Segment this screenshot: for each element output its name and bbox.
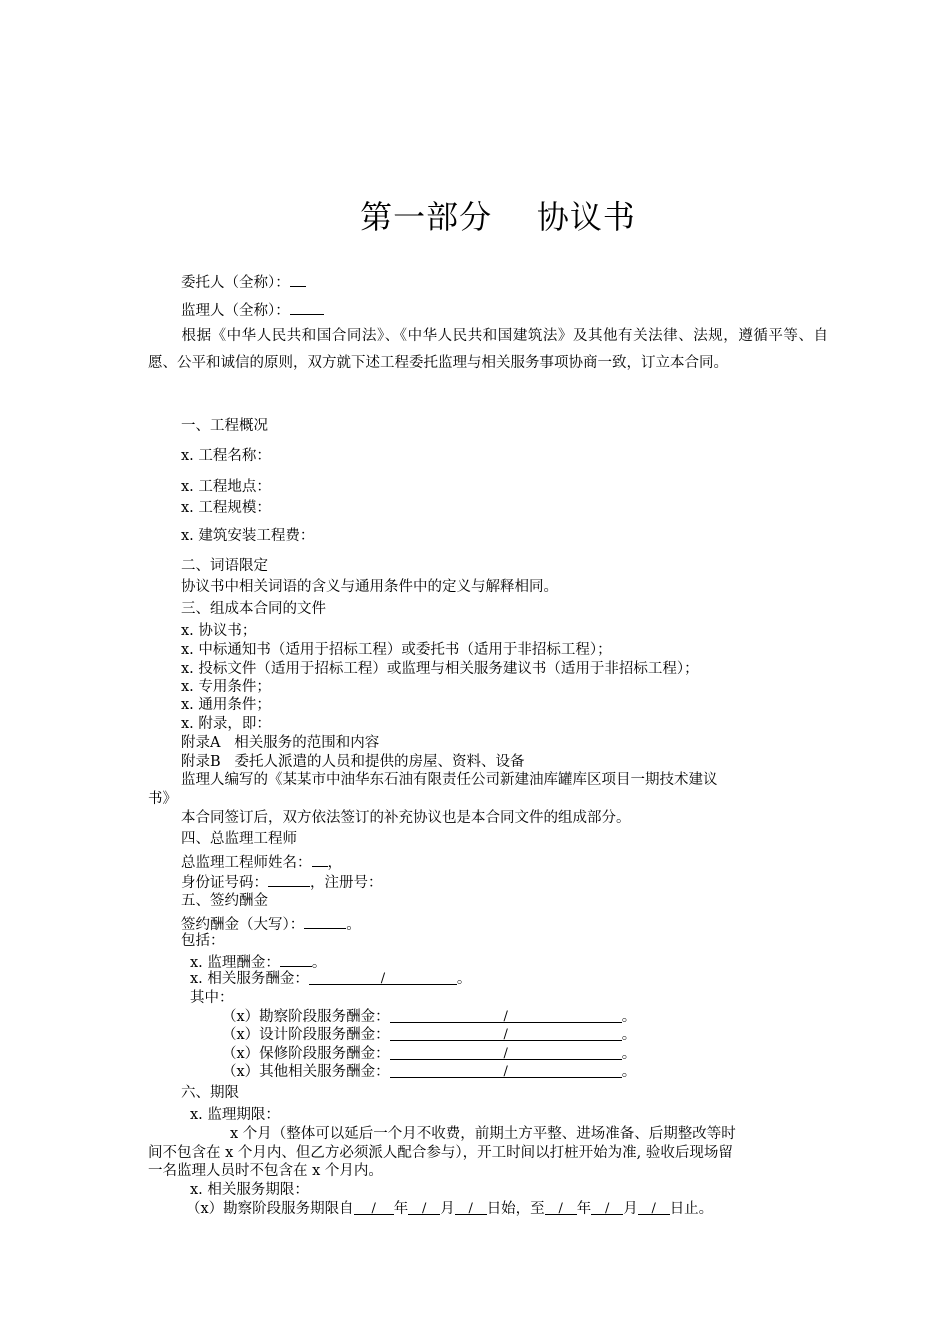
- supervision-fee-label: x. 监理酬金：: [190, 955, 280, 971]
- including-label: 包括：: [181, 933, 225, 949]
- fee-sub-label: （x）勘察阶段服务酬金：: [222, 1009, 390, 1025]
- fee-sub-item: [222, 1063, 636, 1081]
- day-start-label: 日始，至: [486, 1201, 545, 1217]
- intro-text: 根据《中华人民共和国合同法》、《中华人民共和国建筑法》及其他有关法律、法规，遵循平等、自愿、公平和诚信的原则，双方就下述工程委托监理与相关服务事项协商一致，订立本合同。: [148, 328, 828, 371]
- proposal-line-2: 书》: [148, 791, 177, 807]
- sec5-heading: 五、签约酬金: [181, 893, 268, 909]
- chief-name-blank: [312, 852, 328, 867]
- sec1-heading: 一、工程概况: [181, 418, 268, 434]
- day-end-label: 日止。: [669, 1201, 714, 1217]
- amount-blank: [304, 914, 346, 929]
- reg-label: ，注册号：: [310, 875, 383, 891]
- period-mark: 。: [456, 971, 472, 987]
- related-fee-blank: [309, 970, 457, 985]
- year-label: 年: [393, 1201, 409, 1217]
- slash-mark: /: [503, 1046, 508, 1061]
- supervisor-line: [181, 300, 324, 320]
- sec6-heading: 六、期限: [181, 1085, 239, 1101]
- amount-label: 签约酬金（大写）：: [181, 917, 305, 933]
- principal-label: 委托人（全称）：: [181, 275, 290, 291]
- chief-engineer-line: [181, 852, 342, 872]
- doc-item: x. 通用条件；: [181, 697, 271, 713]
- id-label: 身份证号码：: [181, 875, 268, 891]
- doc-item: x. 专用条件；: [181, 679, 271, 695]
- intro-paragraph: [148, 323, 828, 377]
- period-mark: 。: [621, 1046, 637, 1062]
- survey-prefix: （x）勘察阶段服务期限自: [186, 1201, 354, 1217]
- project-scale: x. 工程规模：: [181, 500, 271, 516]
- id-blank: [268, 872, 310, 887]
- related-fee-line: [190, 970, 471, 988]
- fee-sub-blank: [390, 1045, 622, 1060]
- month-label: 月: [623, 1201, 638, 1217]
- page-title: 第一部分 协议书: [360, 198, 636, 236]
- period-mark: 。: [311, 955, 327, 971]
- fee-sub-label: （x）其他相关服务酬金：: [222, 1064, 390, 1080]
- supervision-fee-blank: [280, 952, 312, 967]
- year-label: 年: [576, 1201, 592, 1217]
- date-blank: [638, 1200, 670, 1215]
- slash-mark: /: [558, 1201, 563, 1216]
- related-period-label: x. 相关服务期限：: [190, 1182, 309, 1198]
- month-label: 月: [440, 1201, 455, 1217]
- period-text-2: 间不包含在 x 个月内、但乙方必须派人配合参与），开工时间以打桩开始为准, 验收后现场留: [148, 1145, 733, 1161]
- slash-mark: /: [371, 1201, 376, 1216]
- date-blank: [455, 1200, 487, 1215]
- date-blank: [408, 1200, 440, 1215]
- among-label: 其中：: [190, 990, 234, 1006]
- survey-period-line: [186, 1200, 713, 1218]
- fee-sub-blank: [390, 1026, 622, 1041]
- slash-mark: /: [503, 1009, 508, 1024]
- related-fee-label: x. 相关服务酬金：: [190, 971, 309, 987]
- date-blank: [545, 1200, 577, 1215]
- date-blank: [354, 1200, 394, 1215]
- proposal-line-1: 监理人编写的《某某市中油华东石油有限责任公司新建油库罐库区项目一期技术建议: [181, 772, 718, 788]
- principal-blank: [290, 272, 306, 287]
- period-mark: 。: [621, 1027, 637, 1043]
- period-text-1: x 个月（整体可以延后一个月不收费，前期土方平整、进场准备、后期整改等时: [230, 1126, 736, 1142]
- principal-line: [181, 272, 306, 292]
- supplement-text: 本合同签订后，双方依法签订的补充协议也是本合同文件的组成部分。: [181, 810, 631, 826]
- slash-mark: /: [651, 1201, 656, 1216]
- doc-item: x. 投标文件（适用于招标工程）或监理与相关服务建议书（适用于非招标工程）；: [181, 661, 699, 677]
- project-location: x. 工程地点：: [181, 479, 271, 495]
- construction-cost: x. 建筑安装工程费：: [181, 528, 315, 544]
- doc-item: x. 中标通知书（适用于招标工程）或委托书（适用于非招标工程）；: [181, 642, 612, 658]
- slash-mark: /: [604, 1201, 610, 1216]
- project-name: x. 工程名称：: [181, 448, 271, 464]
- appendix-a: 附录A 相关服务的范围和内容: [181, 735, 380, 751]
- sec4-heading: 四、总监理工程师: [181, 831, 297, 847]
- supervisor-label: 监理人（全称）：: [181, 303, 290, 319]
- supervision-period-label: x. 监理期限：: [190, 1107, 280, 1123]
- amount-suffix: 。: [346, 917, 361, 933]
- fee-sub-label: （x）保修阶段服务酬金：: [222, 1046, 390, 1062]
- doc-item: x. 附录，即：: [181, 716, 271, 732]
- fee-sub-blank: [390, 1063, 622, 1078]
- contract-amount-line: [181, 914, 361, 934]
- chief-name-suffix: ，: [327, 855, 342, 871]
- sec3-heading: 三、组成本合同的文件: [181, 601, 326, 617]
- slash-mark: /: [421, 1201, 427, 1216]
- slash-mark: /: [503, 1027, 508, 1042]
- date-blank: [591, 1200, 623, 1215]
- sec2-heading: 二、词语限定: [181, 558, 268, 574]
- period-mark: 。: [621, 1064, 637, 1080]
- period-mark: 。: [621, 1009, 637, 1025]
- fee-sub-item: [222, 1008, 636, 1026]
- sec2-body: 协议书中相关词语的含义与通用条件中的定义与解释相同。: [181, 579, 558, 595]
- fee-sub-blank: [390, 1008, 622, 1023]
- fee-sub-item: [222, 1026, 636, 1044]
- chief-name-label: 总监理工程师姓名：: [181, 855, 312, 871]
- slash-mark: /: [503, 1064, 508, 1079]
- id-line: [181, 872, 383, 892]
- supervisor-blank: [290, 300, 324, 315]
- period-text-3: 一名监理人员时不包含在 x 个月内。: [148, 1163, 383, 1179]
- appendix-b: 附录B 委托人派遣的人员和提供的房屋、资料、设备: [181, 754, 525, 770]
- slash-mark: /: [380, 971, 386, 986]
- fee-sub-label: （x）设计阶段服务酬金：: [222, 1027, 390, 1043]
- doc-item: x. 协议书；: [181, 623, 257, 639]
- slash-mark: /: [468, 1201, 473, 1216]
- fee-sub-item: [222, 1045, 636, 1063]
- supervision-fee-line: [190, 952, 326, 972]
